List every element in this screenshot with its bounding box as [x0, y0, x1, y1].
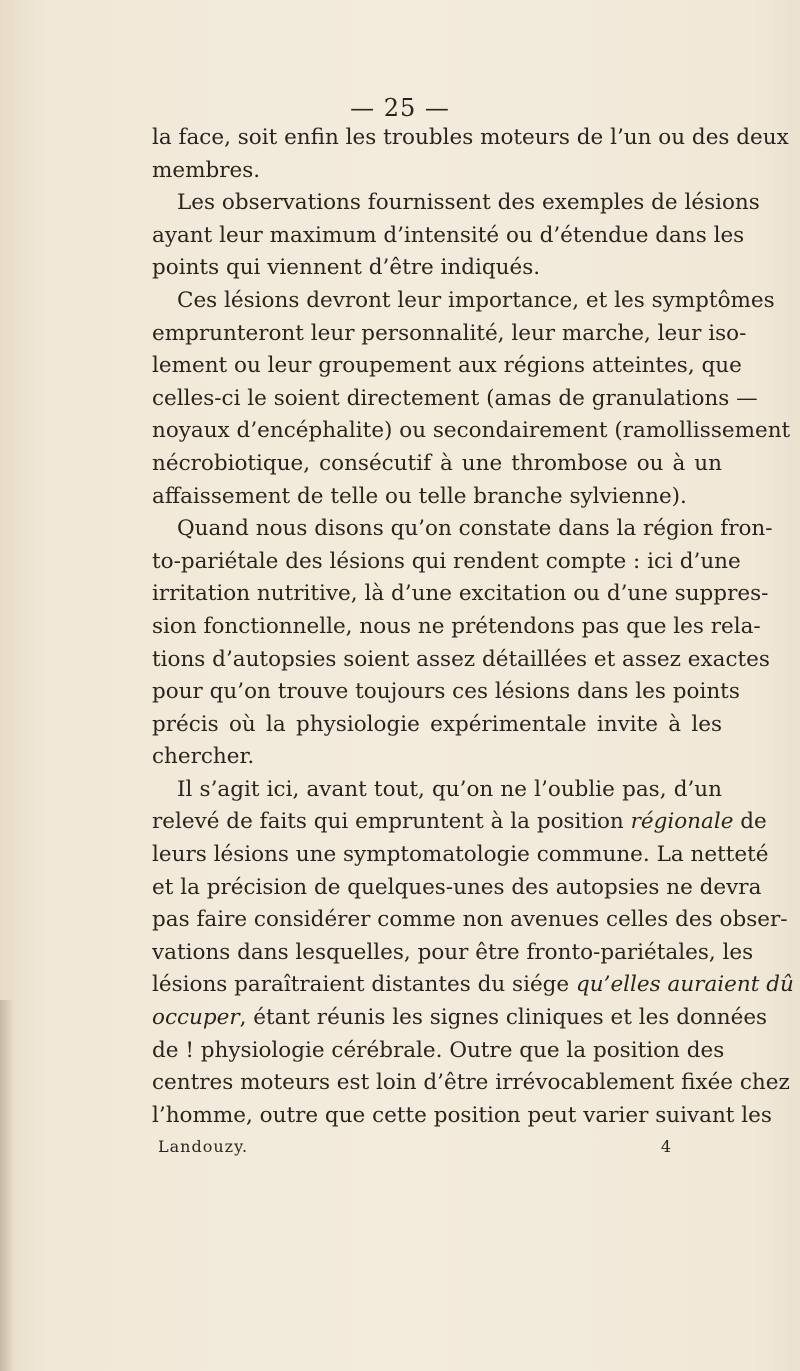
text-run: lésions paraîtraient distantes du siége	[152, 972, 576, 998]
text-line: membres.	[152, 157, 261, 183]
text-line: Quand nous disons qu’on constate dans la région fron-	[177, 516, 773, 542]
text-line: nécrobiotique, consécutif à une thrombose ou à un	[152, 450, 722, 476]
text-line-mixed	[152, 969, 794, 1002]
text-line: affaissement de telle ou telle branche sylvienne).	[152, 483, 687, 509]
text-line: noyaux d’encéphalite) ou secondairement (ramollissement	[152, 418, 791, 444]
italic-run: régionale	[630, 809, 734, 835]
text-line: centres moteurs est loin d’être irrévocablement fixée chez	[152, 1070, 790, 1096]
italic-run: qu’elles auraient dû	[576, 972, 794, 998]
signature-mark: 4	[660, 1137, 672, 1157]
text-line: to-pariétale des lésions qui rendent compte : ici d’une	[152, 548, 741, 574]
text-line: ayant leur maximum d’intensité ou d’étendue dans les	[152, 222, 745, 248]
text-line: pas faire considérer comme non avenues celles des obser-	[152, 907, 788, 933]
text-line: sion fonctionnelle, nous ne prétendons pas que les rela-	[152, 613, 761, 639]
text-run: de	[733, 809, 767, 835]
text-line: tions d’autopsies soient assez détaillées et assez exactes	[152, 646, 770, 672]
text-line-mixed	[152, 1002, 768, 1035]
text-line: de ! physiologie cérébrale. Outre que la position des	[152, 1037, 725, 1063]
text-line: pour qu’on trouve toujours ces lésions dans les points	[152, 679, 740, 705]
footer-author: Landouzy.	[158, 1137, 249, 1157]
text-run: , étant réunis les signes cliniques et les données	[239, 1005, 768, 1031]
text-line: leurs lésions une symptomatologie commune. La netteté	[152, 842, 769, 868]
text-line: emprunteront leur personnalité, leur marche, leur iso-	[152, 320, 747, 346]
text-line: irritation nutritive, là d’une excitation ou d’une suppres-	[152, 581, 769, 607]
text-line: vations dans lesquelles, pour être fronto-pariétales, les	[152, 939, 754, 965]
text-line: et la précision de quelques-unes des autopsies ne devra	[152, 874, 762, 900]
page-edge-shadow	[0, 1000, 14, 1371]
text-run: relevé de faits qui empruntent à la position	[152, 809, 631, 835]
text-line-mixed	[152, 806, 767, 839]
page-footer	[152, 1132, 722, 1162]
text-line: précis où la physiologie expérimentale invite à les	[152, 711, 722, 737]
text-line: chercher.	[152, 744, 255, 770]
text-line: Il s’agit ici, avant tout, qu’on ne l’oublie pas, d’un	[177, 776, 722, 802]
text-line: celles-ci le soient directement (amas de granulations —	[152, 385, 758, 411]
italic-run: occuper	[152, 1005, 240, 1031]
body-text	[152, 122, 794, 1162]
text-line: points qui viennent d’être indiqués.	[152, 255, 541, 281]
text-line: l’homme, outre que cette position peut varier suivant les	[152, 1102, 772, 1128]
text-line: Ces lésions devront leur importance, et les symptômes	[177, 287, 775, 313]
page-number: — 25 —	[350, 94, 450, 122]
text-line: la face, soit enfin les troubles moteurs de l’un ou des deux	[152, 125, 789, 150]
text-line: lement ou leur groupement aux régions atteintes, que	[152, 353, 742, 379]
text-line: Les observations fournissent des exemples de lésions	[177, 190, 760, 216]
